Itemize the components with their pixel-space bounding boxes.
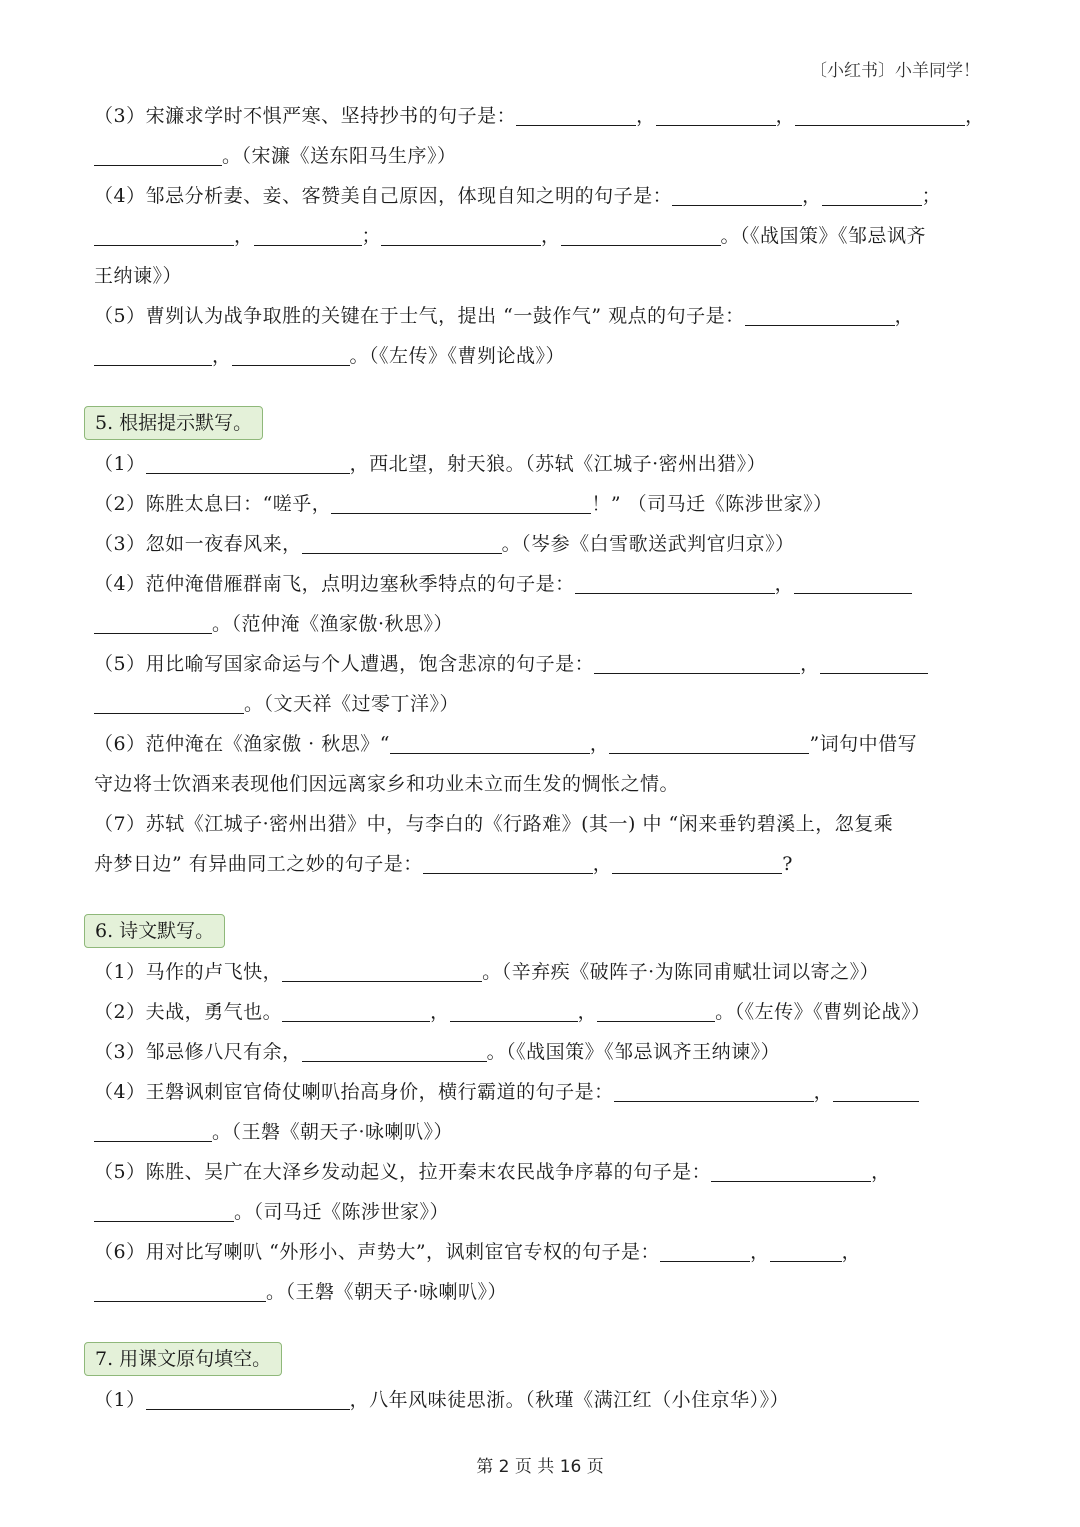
answer-blank[interactable] <box>770 1235 842 1262</box>
section-7-title: 7. 用课文原句填空。 <box>84 1342 282 1376</box>
answer-blank[interactable] <box>381 219 541 246</box>
s5-q4-line2: 。（范仲淹《渔家傲·秋思》） <box>94 604 990 644</box>
s4-q3-line1: （3）宋濂求学时不惧严寒、坚持抄书的句子是： ， ， ， <box>94 96 990 136</box>
answer-blank[interactable] <box>614 1075 814 1102</box>
answer-blank[interactable] <box>745 299 895 326</box>
answer-blank[interactable] <box>822 179 922 206</box>
s5-q4-line1: （4）范仲淹借雁群南飞，点明边塞秋季特点的句子是： ， <box>94 564 990 604</box>
section-7-header-line <box>94 1340 990 1380</box>
s5-q5-line1: （5）用比喻写国家命运与个人遭遇，饱含悲凉的句子是： ， <box>94 644 990 684</box>
answer-blank[interactable] <box>94 1275 266 1302</box>
answer-blank[interactable] <box>282 955 482 982</box>
answer-blank[interactable] <box>612 847 782 874</box>
answer-blank[interactable] <box>94 339 212 366</box>
answer-blank[interactable] <box>282 995 430 1022</box>
s6-q3: （3）邹忌修八尺有余， 。（《战国策》《邹忌讽齐王纳谏》） <box>94 1032 990 1072</box>
answer-blank[interactable] <box>660 1235 750 1262</box>
answer-blank[interactable] <box>609 727 809 754</box>
s5-q2: （2）陈胜太息曰：“嗟乎， ！” （司马迁《陈涉世家》） <box>94 484 990 524</box>
answer-blank[interactable] <box>390 727 590 754</box>
answer-blank[interactable] <box>516 99 636 126</box>
s5-q6-line1: （6）范仲淹在《渔家傲 · 秋思》“ ， ”词句中借写 <box>94 724 990 764</box>
s4-q4-line1: （4）邹忌分析妻、妾、客赞美自己原因，体现自知之明的句子是： ， ； <box>94 176 990 216</box>
answer-blank[interactable] <box>711 1155 871 1182</box>
answer-blank[interactable] <box>94 687 244 714</box>
answer-blank[interactable] <box>331 487 591 514</box>
answer-blank[interactable] <box>146 1383 350 1410</box>
s6-q5-line2: 。（司马迁《陈涉世家》） <box>94 1192 990 1232</box>
s6-q5-line1: （5）陈胜、吴广在大泽乡发动起义，拉开秦末农民战争序幕的句子是： ， <box>94 1152 990 1192</box>
s4-q3-line2: 。（宋濂《送东阳马生序》） <box>94 136 990 176</box>
answer-blank[interactable] <box>94 219 234 246</box>
s5-q1: （1） ，西北望，射天狼。（苏轼《江城子·密州出猎》） <box>94 444 990 484</box>
answer-blank[interactable] <box>575 567 775 594</box>
s7-q1: （1） ，八年风味徒思浙。（秋瑾《满江红（小住京华）》） <box>94 1380 990 1420</box>
answer-blank[interactable] <box>302 527 502 554</box>
answer-blank[interactable] <box>232 339 350 366</box>
section-6-header-line <box>94 912 990 952</box>
s6-q6-line1: （6）用对比写喇叭 “外形小、声势大”，讽刺宦官专权的句子是： ， ， <box>94 1232 990 1272</box>
s4-q5-line2: ， 。（《左传》《曹刿论战》） <box>94 336 990 376</box>
s5-q3: （3）忽如一夜春风来， 。（岑参《白雪歌送武判官归京》） <box>94 524 990 564</box>
s5-q7-line1: （7）苏轼《江城子·密州出猎》中，与李白的《行路难》(其一) 中 “闲来垂钓碧溪上，忽复乘 <box>94 813 894 835</box>
answer-blank[interactable] <box>94 1195 234 1222</box>
answer-blank[interactable] <box>423 847 593 874</box>
section-5-header-line <box>94 404 990 444</box>
answer-blank[interactable] <box>820 647 928 674</box>
s6-q4-line2: 。（王磐《朝天子·咏喇叭》） <box>94 1112 990 1152</box>
answer-blank[interactable] <box>656 99 776 126</box>
section-6-title: 6. 诗文默写。 <box>84 914 225 948</box>
page-number-footer: 第 2 页 共 16 页 <box>476 1457 604 1477</box>
answer-blank[interactable] <box>94 139 222 166</box>
s6-q6-line2: 。（王磐《朝天子·咏喇叭》） <box>94 1272 990 1312</box>
s4-q4-line3: 王纳谏》） <box>94 265 183 287</box>
s5-q7-line2: 舟梦日边” 有异曲同工之妙的句子是： ， ? <box>94 844 990 884</box>
s6-q1: （1）马作的卢飞快， 。（辛弃疾《破阵子·为陈同甫赋壮词以寄之》） <box>94 952 990 992</box>
answer-blank[interactable] <box>833 1075 919 1102</box>
answer-blank[interactable] <box>594 647 800 674</box>
answer-blank[interactable] <box>794 567 912 594</box>
answer-blank[interactable] <box>597 995 715 1022</box>
answer-blank[interactable] <box>94 1115 212 1142</box>
answer-blank[interactable] <box>795 99 965 126</box>
s5-q5-line2: 。（文天祥《过零丁洋》） <box>94 684 990 724</box>
s4-q4-line2: ， ； ， 。（《战国策》《邹忌讽齐 <box>94 216 990 256</box>
answer-blank[interactable] <box>672 179 802 206</box>
answer-blank[interactable] <box>146 447 350 474</box>
s4-q5-line1: （5）曹刿认为战争取胜的关键在于士气，提出 “一鼓作气” 观点的句子是： ， <box>94 296 990 336</box>
s6-q4-line1: （4）王磐讽刺宦官倚仗喇叭抬高身价，横行霸道的句子是： ， <box>94 1072 990 1112</box>
watermark-text: 〔小红书〕小羊同学！ <box>810 61 980 81</box>
s6-q2: （2）夫战，勇气也。 ， ， 。（《左传》《曹刿论战》） <box>94 992 990 1032</box>
answer-blank[interactable] <box>302 1035 487 1062</box>
answer-blank[interactable] <box>254 219 362 246</box>
worksheet-content <box>94 96 990 1420</box>
section-5-title: 5. 根据提示默写。 <box>84 406 263 440</box>
answer-blank[interactable] <box>450 995 578 1022</box>
answer-blank[interactable] <box>561 219 721 246</box>
answer-blank[interactable] <box>94 607 212 634</box>
s5-q6-line2: 守边将士饮酒来表现他们因远离家乡和功业未立而生发的惆怅之情。 <box>94 773 680 795</box>
